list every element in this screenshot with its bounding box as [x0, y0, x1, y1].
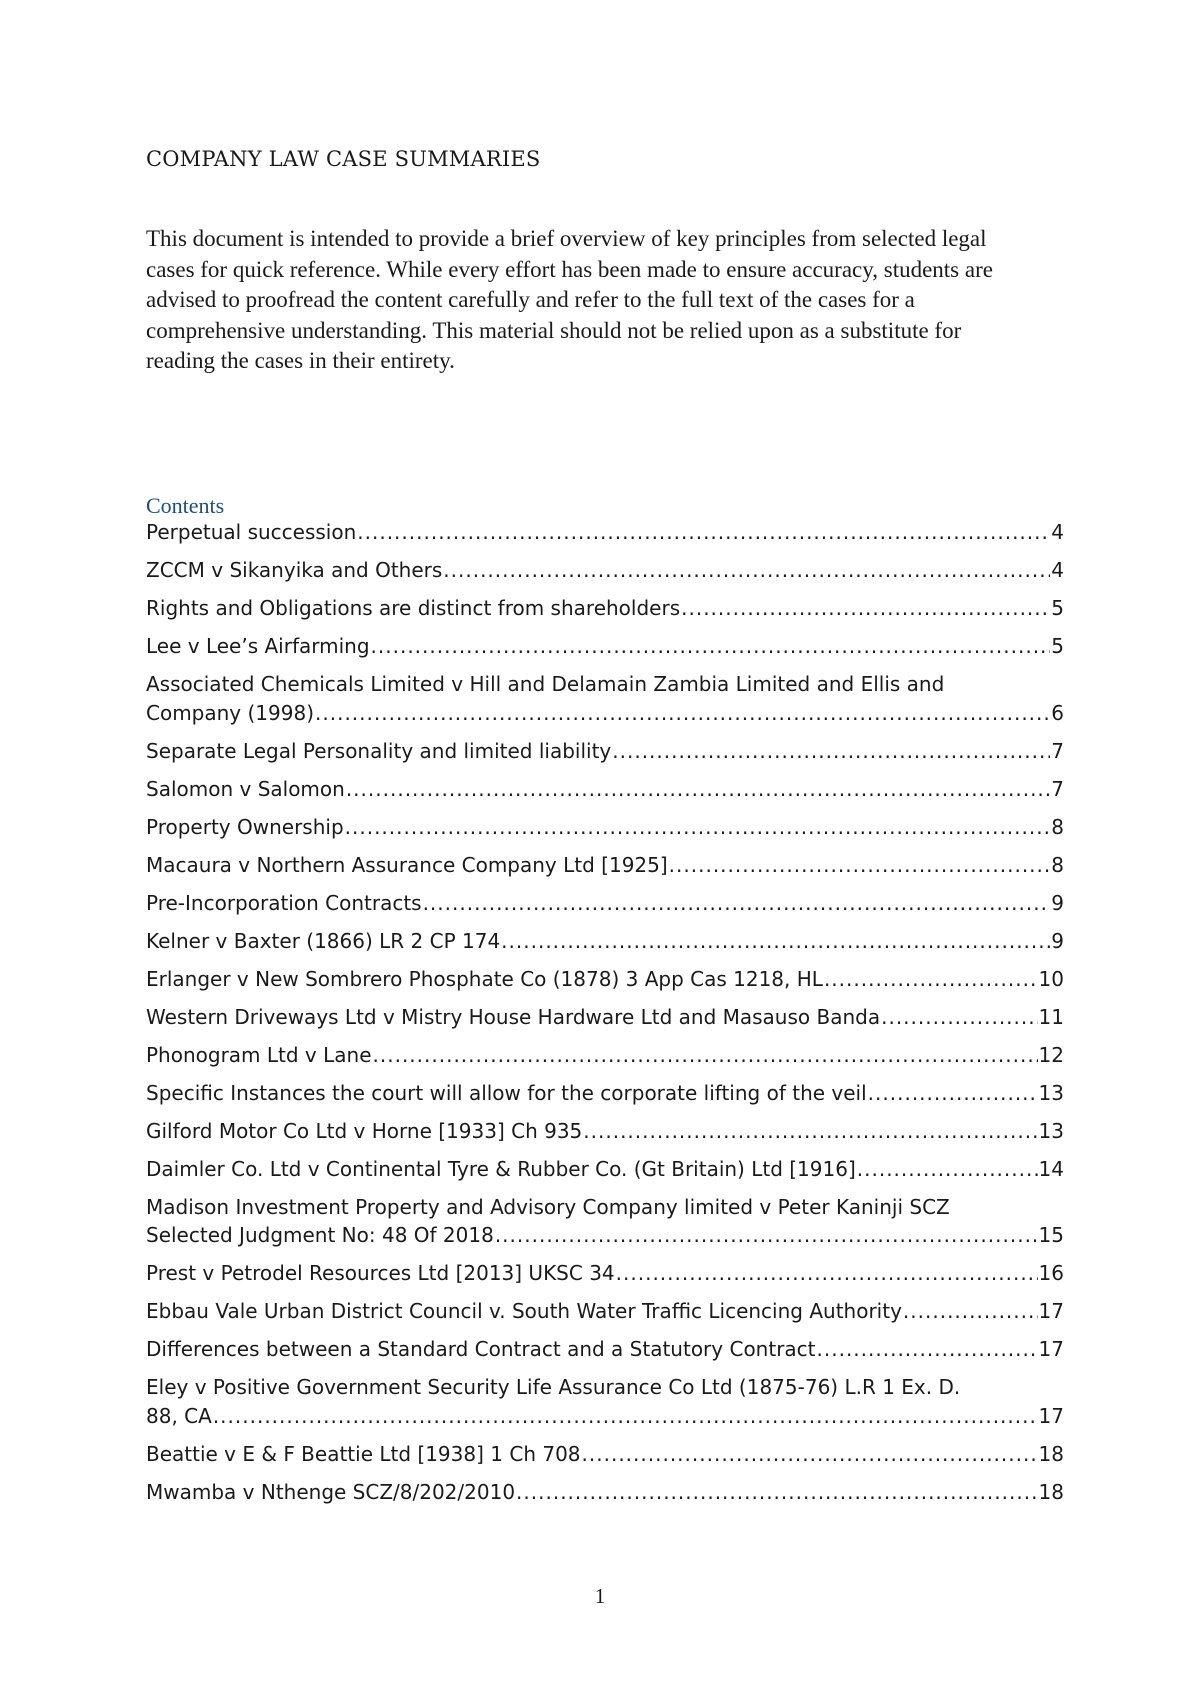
toc-dot-leader — [669, 851, 1051, 880]
toc-dot-leader — [824, 965, 1038, 994]
toc-entry-title: Ebbau Vale Urban District Council v. South Water Traffic Licencing Authority — [146, 1299, 902, 1323]
toc-entry[interactable] — [146, 1440, 1064, 1469]
toc-page-number: 5 — [1051, 596, 1064, 620]
toc-page-number: 6 — [1051, 700, 1064, 725]
toc-page-number: 8 — [1051, 814, 1064, 839]
toc-entry[interactable] — [146, 775, 1064, 804]
toc-entry[interactable] — [146, 518, 1064, 547]
toc-dot-leader — [857, 1155, 1038, 1184]
toc-page-number: 9 — [1051, 928, 1064, 953]
toc-dot-leader — [213, 1402, 1038, 1431]
toc-entry-title: Pre-Incorporation Contracts — [146, 890, 422, 915]
toc-dot-leader — [817, 1335, 1038, 1364]
toc-entry-line — [146, 1259, 1064, 1288]
toc-entry[interactable] — [146, 1335, 1064, 1364]
toc-entry-line — [146, 1155, 1064, 1184]
toc-heading: Contents — [146, 493, 225, 518]
toc-entry-line — [146, 632, 1064, 661]
toc-page-number: 13 — [1038, 1080, 1064, 1105]
toc-dot-leader — [371, 632, 1051, 661]
toc-entry-line — [146, 556, 1064, 585]
toc-page-number: 17 — [1038, 1337, 1064, 1361]
toc-page-number: 16 — [1038, 1261, 1064, 1285]
toc-entry-title: Prest v Petrodel Resources Ltd [2013] UKSC 34 — [146, 1261, 615, 1285]
toc-dot-leader — [423, 889, 1051, 918]
toc-dot-leader — [868, 1079, 1038, 1108]
toc-entry-line — [146, 813, 1064, 842]
toc-page-number: 18 — [1038, 1441, 1064, 1466]
toc-entry[interactable] — [146, 1478, 1064, 1507]
toc-entry-title: Perpetual succession — [146, 520, 357, 544]
toc-entry[interactable] — [146, 737, 1064, 766]
toc-entry-title: Selected Judgment No: 48 Of 2018 — [146, 1223, 494, 1247]
document-title: COMPANY LAW CASE SUMMARIES — [146, 147, 541, 171]
intro-paragraph — [146, 224, 1066, 377]
toc-entry-title: Phonogram Ltd v Lane — [146, 1042, 372, 1067]
toc-dot-leader — [582, 1440, 1038, 1469]
toc-page-number: 4 — [1051, 558, 1064, 582]
toc-entry[interactable] — [146, 632, 1064, 661]
toc-entry[interactable] — [146, 670, 1064, 727]
toc-dot-leader — [345, 813, 1051, 842]
toc-dot-leader — [903, 1297, 1038, 1326]
toc-page-number: 17 — [1038, 1403, 1064, 1428]
toc-entry-title: Associated Chemicals Limited v Hill and Delamain Zambia Limited and Ellis and — [146, 672, 945, 696]
toc-entry[interactable] — [146, 1041, 1064, 1070]
toc-dot-leader — [346, 775, 1050, 804]
toc-entry-line — [146, 1373, 1064, 1402]
toc-entry[interactable] — [146, 594, 1064, 623]
toc-dot-leader — [315, 699, 1050, 728]
toc-entry-line — [146, 518, 1064, 547]
toc-entry[interactable] — [146, 1155, 1064, 1184]
toc-page-number: 17 — [1038, 1299, 1064, 1323]
toc-entry[interactable] — [146, 889, 1064, 918]
toc-entry[interactable] — [146, 851, 1064, 880]
toc-entry[interactable] — [146, 1003, 1064, 1032]
toc-entry-title: Lee v Lee’s Airfarming — [146, 634, 370, 658]
toc-entry-title: Separate Legal Personality and limited liability — [146, 738, 612, 763]
intro-line: advised to proofread the content carefully and refer to the full text of the cases for a — [146, 287, 915, 312]
toc-entry-line — [146, 1402, 1064, 1431]
toc-entry[interactable] — [146, 1373, 1064, 1430]
toc-dot-leader — [501, 927, 1050, 956]
toc-entry-title: Madison Investment Property and Advisory Company limited v Peter Kaninji SCZ — [146, 1194, 950, 1219]
toc-entry-line — [146, 699, 1064, 728]
toc-page-number: 18 — [1038, 1479, 1064, 1504]
page-number: 1 — [594, 1584, 606, 1608]
toc-entry-line — [146, 965, 1064, 994]
toc-page-number: 4 — [1051, 520, 1064, 544]
intro-line: cases for quick reference. While every effort has been made to ensure accuracy, students are — [146, 256, 993, 282]
toc-dot-leader — [681, 594, 1050, 623]
toc-entry-line — [146, 1335, 1064, 1364]
toc-entry-title: Property Ownership — [146, 814, 344, 839]
toc-entry-title: Mwamba v Nthenge SCZ/8/202/2010 — [146, 1479, 516, 1504]
toc-entry[interactable] — [146, 965, 1064, 994]
toc-entry-line — [146, 737, 1064, 766]
toc-page-number: 14 — [1038, 1156, 1064, 1181]
toc-entry-line — [146, 1478, 1064, 1507]
intro-line: comprehensive understanding. This material should not be relied upon as a substitute for — [146, 317, 962, 343]
toc-entry-line — [146, 1079, 1064, 1108]
toc-entry-title: Western Driveways Ltd v Mistry House Hardware Ltd and Masauso Banda — [146, 1004, 881, 1029]
toc-dot-leader — [373, 1041, 1038, 1070]
toc-entry[interactable] — [146, 813, 1064, 842]
toc-dot-leader — [357, 518, 1050, 547]
toc-entry-title: Daimler Co. Ltd v Continental Tyre & Rubber Co. (Gt Britain) Ltd [1916] — [146, 1156, 856, 1181]
toc-entry-title: Differences between a Standard Contract and a Statutory Contract — [146, 1337, 816, 1361]
toc-page-number: 13 — [1038, 1118, 1064, 1143]
toc-entry[interactable] — [146, 1259, 1064, 1288]
toc-entry-title: Salomon v Salomon — [146, 776, 345, 801]
toc-page-number: 8 — [1051, 852, 1064, 877]
toc-page-number: 12 — [1038, 1042, 1064, 1067]
toc-entry-line — [146, 1117, 1064, 1146]
toc-entry-title: 88, CA — [146, 1403, 212, 1428]
toc-entry-line — [146, 1003, 1064, 1032]
toc-entry[interactable] — [146, 1117, 1064, 1146]
toc-entry-line — [146, 775, 1064, 804]
toc-entry[interactable] — [146, 1297, 1064, 1326]
toc-dot-leader — [516, 1478, 1038, 1507]
toc-entry-title: ZCCM v Sikanyika and Others — [146, 558, 443, 582]
toc-dot-leader — [583, 1117, 1037, 1146]
toc-entry-title: Macaura v Northern Assurance Company Ltd [1925] — [146, 852, 668, 877]
toc-dot-leader — [443, 556, 1050, 585]
toc-dot-leader — [616, 1259, 1038, 1288]
toc-entry-title: Company (1998) — [146, 700, 315, 725]
toc-entry-title: Rights and Obligations are distinct from shareholders — [146, 596, 681, 620]
toc-entry-title: Specific Instances the court will allow for the corporate lifting of the veil — [146, 1080, 867, 1105]
toc-entry-line — [146, 1221, 1064, 1250]
toc-entry-line — [146, 851, 1064, 880]
toc-entry-line — [146, 670, 1064, 699]
toc-page-number: 15 — [1038, 1223, 1064, 1247]
intro-line: reading the cases in their entirety. — [146, 348, 455, 373]
toc-entry-title: Gilford Motor Co Ltd v Horne [1933] Ch 935 — [146, 1118, 583, 1143]
toc-entry[interactable] — [146, 927, 1064, 956]
toc-page-number: 7 — [1051, 776, 1064, 801]
toc-dot-leader — [495, 1221, 1038, 1250]
toc-page-number: 5 — [1051, 634, 1064, 658]
toc-entry[interactable] — [146, 1193, 1064, 1250]
toc-dot-leader — [612, 737, 1050, 766]
toc-entry-title: Kelner v Baxter (1866) LR 2 CP 174 — [146, 928, 501, 953]
toc-entry-title: Erlanger v New Sombrero Phosphate Co (1878) 3 App Cas 1218, HL — [146, 966, 823, 991]
toc-page-number: 7 — [1051, 738, 1064, 763]
toc-entry-line — [146, 1193, 1064, 1222]
toc-entry-title: Beattie v E & F Beattie Ltd [1938] 1 Ch 708 — [146, 1441, 581, 1466]
toc-entry-title: Eley v Positive Government Security Life Assurance Co Ltd (1875-76) L.R 1 Ex. D. — [146, 1375, 961, 1399]
toc-entry-line — [146, 1297, 1064, 1326]
toc-entry-line — [146, 889, 1064, 918]
toc-entry-line — [146, 594, 1064, 623]
toc-entry[interactable] — [146, 1079, 1064, 1108]
toc-entry-line — [146, 1041, 1064, 1070]
toc-entry[interactable] — [146, 556, 1064, 585]
table-of-contents — [146, 518, 1064, 1516]
toc-page-number: 9 — [1051, 890, 1064, 915]
intro-line: This document is intended to provide a brief overview of key principles from selected legal — [146, 226, 987, 251]
toc-page-number: 10 — [1038, 966, 1064, 991]
toc-entry-line — [146, 1440, 1064, 1469]
toc-dot-leader — [881, 1003, 1037, 1032]
toc-entry-line — [146, 927, 1064, 956]
toc-page-number: 11 — [1038, 1004, 1064, 1029]
